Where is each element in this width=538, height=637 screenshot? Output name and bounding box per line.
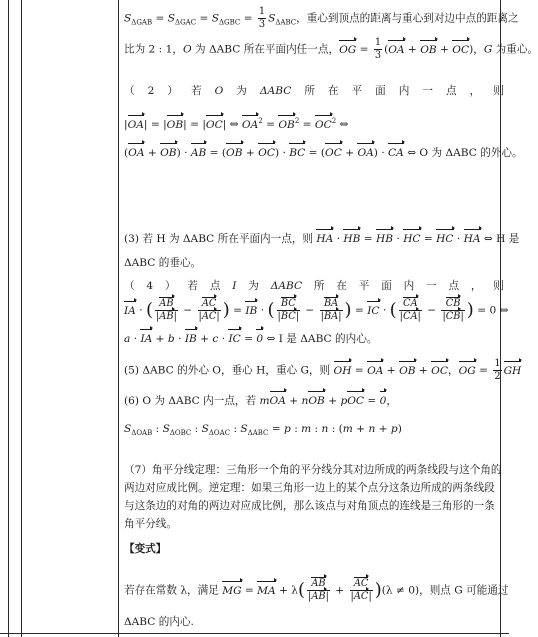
circumcenter-heading: （ 2 ） 若 O 为 ΔABC 所 在 平 面 内 一 点 ， 则: [124, 85, 504, 97]
centroid-line-1: $S_{\Delta GAB} = S_{\Delta GAC} = S_{\Delta GBC}$ = $\frac{1}{3}$ $S_{\Delta ABC}$，重心到顶点的距离与重心到对边中点的距离之: [124, 6, 519, 30]
orthocenter-line-1: (3) 若 H 为 ΔABC 所在平面内一点，则 HA · HB = HB · HC = HC · HA ⇔ H 是: [124, 230, 504, 248]
variant-line-1: 若存在常数 λ，满足 MG = MA + λ( $\frac{AB}{|AB|}$ + $\frac{AC}{|AC|}$ )(λ ≠ 0)，则点 G 可能通过: [124, 578, 509, 602]
area-ratio-line: $S_{\Delta OAB}$ : $S_{\Delta OBC}$ : $S_{\Delta OAC}$ : $S_{\Delta ABC} = p$ : m : n : (m + n + p): [124, 423, 402, 438]
incenter-line-3: a · IA + b · IB + c · IC = 0 ⇔ I 是 ΔABC 的内心。: [124, 330, 504, 348]
table-border-left: [8, 0, 9, 637]
table-border-column: [118, 0, 119, 637]
variant-title: 【变式】: [124, 543, 167, 555]
euler-line: (5) ΔABC 的外心 O，垂心 H，重心 G，则 OH = OA + OB + OC，OG = $\frac{1}{2}$ GH: [124, 358, 522, 382]
variant-line-2: ΔABC 的内心.: [124, 616, 194, 628]
incenter-heading: （ 4 ） 若 点 I 为 ΔABC 所 在 平 面 内 一 点 ， 则: [124, 280, 504, 292]
angle-bisector-theorem: （7）角平分线定理：三角形一个角的平分线分其对边所成的两条线段与这个角的两边对应成比例。逆定理：如果三角形一边上的某个点分这条边所成的两条线段与这条边的对角的两边对应成比例，那么该点与对角顶点的连线是三角形的一条角平分线。: [124, 464, 502, 530]
content-cell: [124, 0, 538, 637]
orthocenter-line-2: ΔABC 的垂心。: [124, 257, 202, 269]
circumcenter-line-2: |OA| = |OB| = |OC| ⇔ $OA^2 = OB^2 = OC^2$ ⇔: [124, 112, 504, 134]
weighted-point-line: (6) O 为 ΔABC 内一点，若 mOA + nOB + pOC = 0，: [124, 392, 504, 410]
incenter-line-2: IA · ( $\frac{AB}{|AB|}$ − $\frac{AC}{|AC|}$ ) = IB · ( $\frac{BC}{|BC|}$ − $\frac{BA}{|BA|}$ ) = IC · ( $\frac{CA}{|CA|}$ − $\frac{CB}{|CB|}$ ) = 0 ⇔: [124, 298, 509, 322]
circumcenter-line-3: (OA + OB) · AB = (OB + OC) · BC = (OC + OA) · CA ⇔ O 为 ΔABC 的外心。: [124, 144, 504, 162]
centroid-line-2: 比为 2 : 1，O 为 ΔABC 所在平面内任一点，OG = $\frac{1}{3}$ (OA + OB + OC)，G 为重心。: [124, 37, 538, 61]
table-border-inner-left: [21, 0, 22, 637]
